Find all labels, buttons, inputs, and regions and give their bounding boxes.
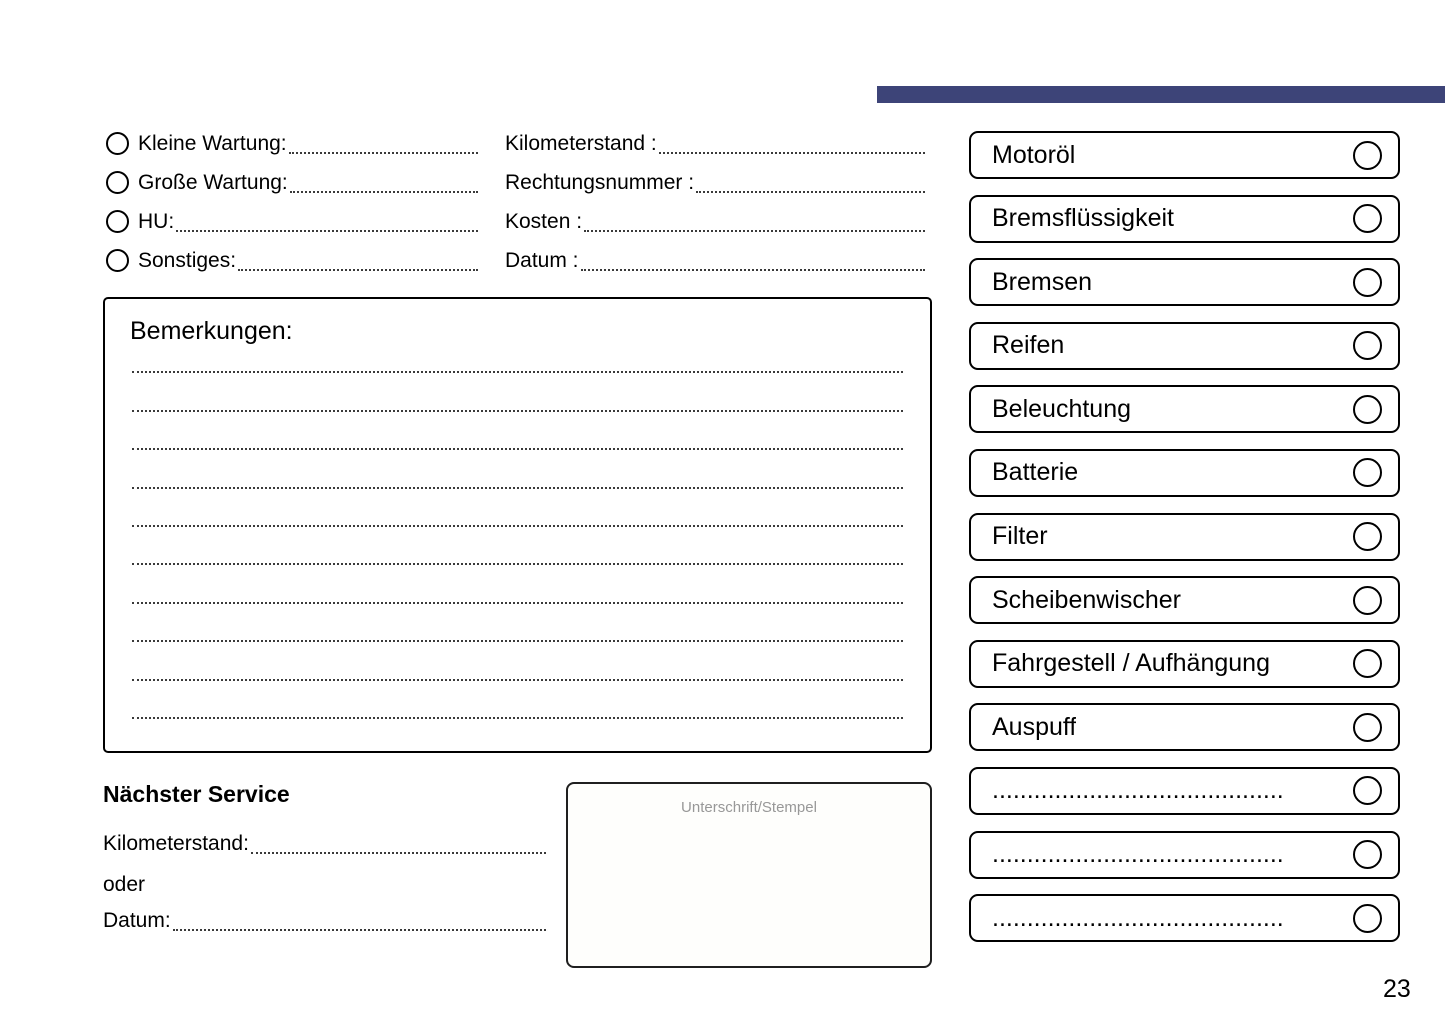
- checklist-item-custom-3: [969, 894, 1400, 942]
- remarks-title: Bemerkungen:: [130, 317, 293, 345]
- checklist-item-label: ..........................................: [992, 840, 1284, 869]
- service-details-row-rechnungsnummer: [505, 163, 925, 202]
- checklist-item-custom-1: [969, 767, 1400, 815]
- kosten-input-line[interactable]: [584, 230, 925, 232]
- kleine-wartung-label: Kleine Wartung:: [138, 131, 287, 155]
- checklist-item-bremsen: [969, 258, 1400, 306]
- remarks-line[interactable]: [132, 335, 903, 373]
- remarks-box: [103, 297, 932, 753]
- checklist-item-auspuff: [969, 703, 1400, 751]
- remarks-input-area[interactable]: [132, 335, 903, 719]
- remarks-line[interactable]: [132, 681, 903, 719]
- sonstiges-radio[interactable]: [106, 249, 129, 272]
- kosten-label: Kosten :: [505, 209, 583, 233]
- service-details-row-datum: [505, 241, 925, 280]
- checklist-item-label: ..........................................: [992, 903, 1284, 932]
- kleine-wartung-input-line[interactable]: [289, 152, 478, 154]
- checklist-item-batterie: [969, 449, 1400, 497]
- remarks-line[interactable]: [132, 373, 903, 411]
- checklist-item-label: Reifen: [992, 331, 1065, 360]
- checklist-item-scheibenwischer: [969, 576, 1400, 624]
- remarks-line[interactable]: [132, 489, 903, 527]
- checklist-circle[interactable]: [1353, 649, 1382, 678]
- checklist-item-label: Auspuff: [992, 712, 1077, 741]
- next-service-kilometer-label: Kilometerstand:: [103, 831, 249, 855]
- checklist-item-label: Beleuchtung: [992, 394, 1132, 423]
- service-type-row-grosse-wartung: [106, 163, 478, 202]
- grosse-wartung-input-line[interactable]: [290, 191, 478, 193]
- service-details-group: [505, 124, 925, 280]
- checklist-circle[interactable]: [1353, 904, 1382, 933]
- hu-input-line[interactable]: [176, 230, 478, 232]
- grosse-wartung-radio[interactable]: [106, 171, 129, 194]
- grosse-wartung-label: Große Wartung:: [138, 170, 288, 194]
- checklist-item-label: Bremsen: [992, 267, 1093, 296]
- remarks-line[interactable]: [132, 565, 903, 603]
- kilometerstand-input-line[interactable]: [659, 152, 925, 154]
- next-service-date-input-line[interactable]: [173, 929, 546, 931]
- service-type-group: [106, 124, 478, 280]
- page-number: 23: [1383, 975, 1411, 1003]
- next-service-or-label: oder: [103, 873, 146, 896]
- datum-input-line[interactable]: [581, 269, 925, 271]
- service-type-row-hu: [106, 202, 478, 241]
- checklist-item-label: Scheibenwischer: [992, 585, 1181, 614]
- kleine-wartung-radio[interactable]: [106, 132, 129, 155]
- remarks-line[interactable]: [132, 450, 903, 488]
- remarks-line[interactable]: [132, 527, 903, 565]
- service-type-row-sonstiges: [106, 241, 478, 280]
- checklist-item-label: Filter: [992, 522, 1048, 551]
- checklist-circle[interactable]: [1353, 141, 1382, 170]
- inspection-checklist: [969, 131, 1400, 958]
- checklist-item-reifen: [969, 322, 1400, 370]
- checklist-item-label: Batterie: [992, 458, 1079, 487]
- checklist-item-bremsfluessigkeit: [969, 195, 1400, 243]
- kilometerstand-label: Kilometerstand :: [505, 131, 657, 155]
- rechnungsnummer-input-line[interactable]: [696, 191, 925, 193]
- checklist-item-motoroel: [969, 131, 1400, 179]
- service-details-row-kilometerstand: [505, 124, 925, 163]
- remarks-line[interactable]: [132, 412, 903, 450]
- datum-label: Datum :: [505, 248, 579, 272]
- next-service-kilometer-row: [103, 824, 546, 863]
- checklist-item-label: Fahrgestell / Aufhängung: [992, 649, 1270, 678]
- sonstiges-input-line[interactable]: [238, 269, 478, 271]
- checklist-circle[interactable]: [1353, 268, 1382, 297]
- next-service-kilometer-input-line[interactable]: [251, 852, 546, 854]
- checklist-item-filter: [969, 513, 1400, 561]
- remarks-line[interactable]: [132, 642, 903, 680]
- checklist-circle[interactable]: [1353, 204, 1382, 233]
- service-details-row-kosten: [505, 202, 925, 241]
- accent-bar: [877, 86, 1445, 103]
- checklist-circle[interactable]: [1353, 331, 1382, 360]
- service-type-row-kleine-wartung: [106, 124, 478, 163]
- checklist-item-beleuchtung: [969, 385, 1400, 433]
- checklist-circle[interactable]: [1353, 586, 1382, 615]
- checklist-circle[interactable]: [1353, 395, 1382, 424]
- hu-label: HU:: [138, 209, 175, 233]
- checklist-circle[interactable]: [1353, 713, 1382, 742]
- checklist-circle[interactable]: [1353, 776, 1382, 805]
- remarks-line[interactable]: [132, 604, 903, 642]
- checklist-item-custom-2: [969, 831, 1400, 879]
- signature-stamp-box[interactable]: [566, 782, 932, 968]
- sonstiges-label: Sonstiges:: [138, 248, 237, 272]
- next-service-section: [103, 781, 546, 951]
- checklist-circle[interactable]: [1353, 458, 1382, 487]
- next-service-title: Nächster Service: [103, 781, 290, 807]
- checklist-item-label: ..........................................: [992, 776, 1284, 805]
- checklist-circle[interactable]: [1353, 840, 1382, 869]
- checklist-circle[interactable]: [1353, 522, 1382, 551]
- checklist-item-fahrgestell-aufhaengung: [969, 640, 1400, 688]
- signature-stamp-label: Unterschrift/Stempel: [681, 799, 817, 816]
- hu-radio[interactable]: [106, 210, 129, 233]
- checklist-item-label: Bremsflüssigkeit: [992, 204, 1174, 233]
- rechnungsnummer-label: Rechtungsnummer :: [505, 170, 695, 194]
- next-service-date-label: Datum:: [103, 908, 171, 932]
- checklist-item-label: Motoröl: [992, 140, 1076, 169]
- next-service-date-row: [103, 901, 546, 940]
